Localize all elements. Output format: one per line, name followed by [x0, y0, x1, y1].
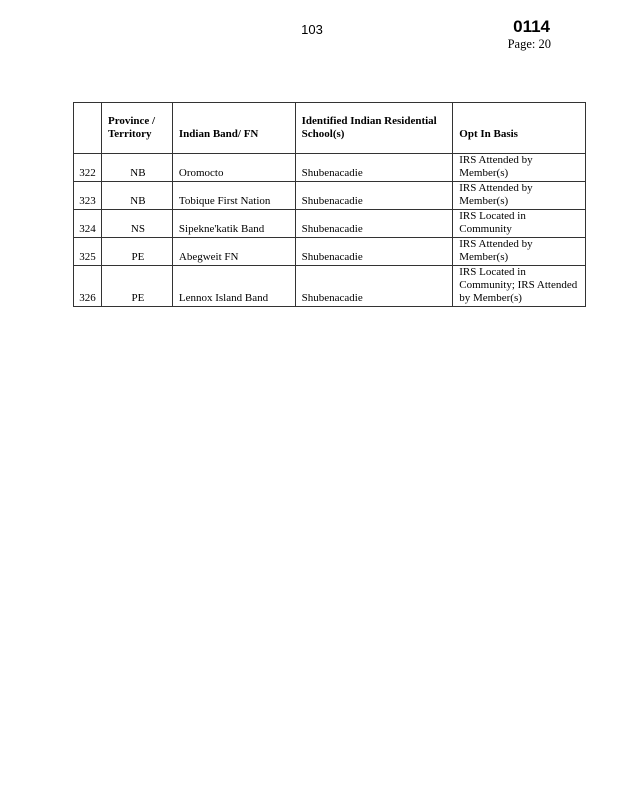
column-header-province: Province / Territory: [101, 103, 172, 154]
school-cell: Shubenacadie: [295, 154, 453, 182]
column-header-number: [74, 103, 102, 154]
table-header-row: [74, 103, 586, 154]
province-cell: NB: [101, 154, 172, 182]
province-cell: PE: [101, 266, 172, 307]
column-header-band: Indian Band/ FN: [172, 103, 295, 154]
basis-cell: IRS Attended by Member(s): [453, 154, 586, 182]
basis-cell: IRS Located in Community; IRS Attended by Member(s): [453, 266, 586, 307]
row-number: 324: [74, 210, 102, 238]
band-cell: Oromocto: [172, 154, 295, 182]
province-cell: PE: [101, 238, 172, 266]
school-cell: Shubenacadie: [295, 210, 453, 238]
basis-cell: IRS Attended by Member(s): [453, 238, 586, 266]
band-table: [73, 102, 586, 307]
school-cell: Shubenacadie: [295, 238, 453, 266]
basis-cell: IRS Located in Community: [453, 210, 586, 238]
table-row: [74, 238, 586, 266]
document-code: 0114: [513, 17, 550, 36]
row-number: 326: [74, 266, 102, 307]
table-row: [74, 266, 586, 307]
row-number: 323: [74, 182, 102, 210]
column-header-school: Identified Indian Residential School(s): [295, 103, 453, 154]
band-cell: Sipekne'katik Band: [172, 210, 295, 238]
school-cell: Shubenacadie: [295, 266, 453, 307]
table-row: [74, 210, 586, 238]
band-cell: Lennox Island Band: [172, 266, 295, 307]
school-cell: Shubenacadie: [295, 182, 453, 210]
province-cell: NB: [101, 182, 172, 210]
band-cell: Tobique First Nation: [172, 182, 295, 210]
page-number: 103: [301, 22, 323, 37]
province-cell: NS: [101, 210, 172, 238]
band-cell: Abegweit FN: [172, 238, 295, 266]
table-row: [74, 182, 586, 210]
table-row: [74, 154, 586, 182]
column-header-basis: Opt In Basis: [453, 103, 586, 154]
page-label: Page: 20: [507, 37, 551, 51]
row-number: 325: [74, 238, 102, 266]
row-number: 322: [74, 154, 102, 182]
basis-cell: IRS Attended by Member(s): [453, 182, 586, 210]
